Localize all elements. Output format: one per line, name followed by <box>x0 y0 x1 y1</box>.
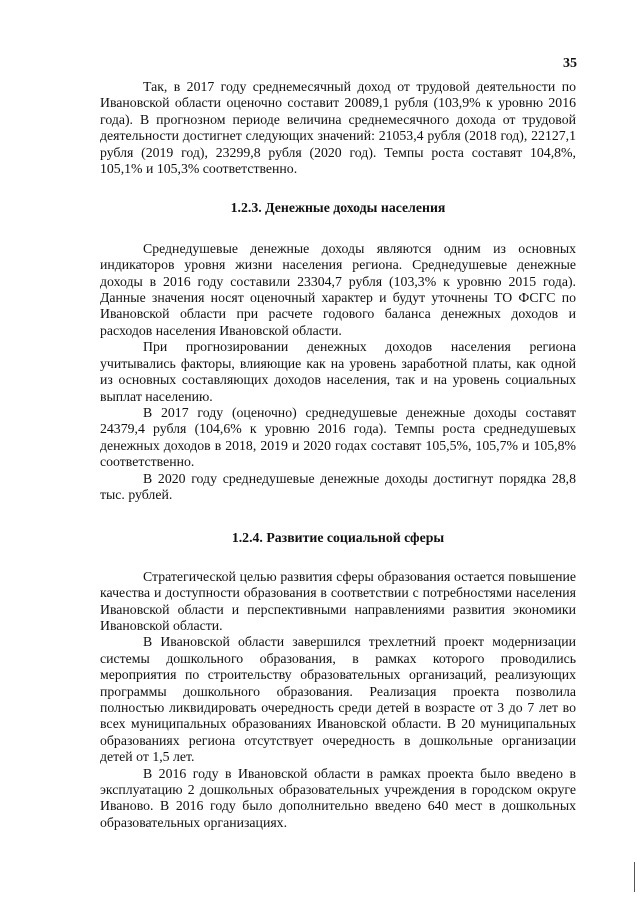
paragraph-forecast-factors: При прогнозировании денежных доходов населения региона учитывались факторы, влияющие как на уровень заработной платы, как одной из основных составляющих доходов населения, так и на уровень социальных выплат населению. <box>100 339 576 404</box>
paragraph-per-capita-income: Среднедушевые денежные доходы являются одним из основных индикаторов уровня жизни населения региона. Среднедушевые денежные доходы в 2016 году составили 23304,7 рубля (103,3% к уровню 2015 года). Данные значения носят оценочный характер и будут уточнены ТО ФСГС по Ивановской области при расчете годового баланса денежных доходов и расходов населения Ивановской области. <box>100 240 576 338</box>
paragraph-2020-target: В 2020 году среднедушевые денежные доходы достигнут порядка 28,8 тыс. рублей. <box>100 470 576 502</box>
section-heading-1-2-4: 1.2.4. Развитие социальной сферы <box>231 530 445 546</box>
paragraph-2017-estimate: В 2017 году (оценочно) среднедушевые денежные доходы составят 24379,4 рубля (104,6% к уровню 2016 года). Темпы роста среднедушевых денежных доходов в 2018, 2019 и 2020 годах составят 105,5%, 105,7% и 105,8% соответственно. <box>100 404 576 470</box>
paragraph-income-labor: Так, в 2017 году среднемесячный доход от трудовой деятельности по Ивановской области оценочно составит 20089,1 рубля (103,9% к уровню 2016 года). В прогнозном периоде величина среднемесячного дохода от трудовой деятельности достигнет следующих значений: 21053,4 рубля (2018 год), 22127,1 рубля (2019 год), 23299,8 рубля (2020 год). Темпы роста составят 104,8%, 105,1% и 105,3% соответственно. <box>100 79 576 177</box>
paragraph-education-goal: Стратегической целью развития сферы образования остается повышение качества и доступности образования в соответствии с потребностями населения Ивановской области и перспективными направлениями развития экономики Ивановской области. <box>100 568 576 633</box>
section-heading-1-2-3: 1.2.3. Денежные доходы населения <box>230 200 446 216</box>
paragraph-preschool-modernization: В Ивановской области завершился трехлетний проект модернизации системы дошкольного образования, в рамках которого проводились мероприятия по строительству образовательных организаций, реализующих программы дошкольного образования. Реализация проекта позволила полностью ликвидировать очередность среди детей в возрасте от 3 до 7 лет во всех муниципальных образованиях Ивановской области. В 20 муниципальных образованиях региона отсутствует очередность в дошкольные организации детей от 1,5 лет. <box>100 634 576 765</box>
page-number: 35 <box>563 56 577 71</box>
page-content <box>100 79 576 831</box>
paragraph-2016-facilities: В 2016 году в Ивановской области в рамках проекта было введено в эксплуатацию 2 дошкольных образовательных учреждения в городском округе Иваново. В 2016 году было дополнительно введено 640 мест в дошкольных образовательных организациях. <box>100 765 576 830</box>
scan-edge-mark <box>634 862 635 892</box>
